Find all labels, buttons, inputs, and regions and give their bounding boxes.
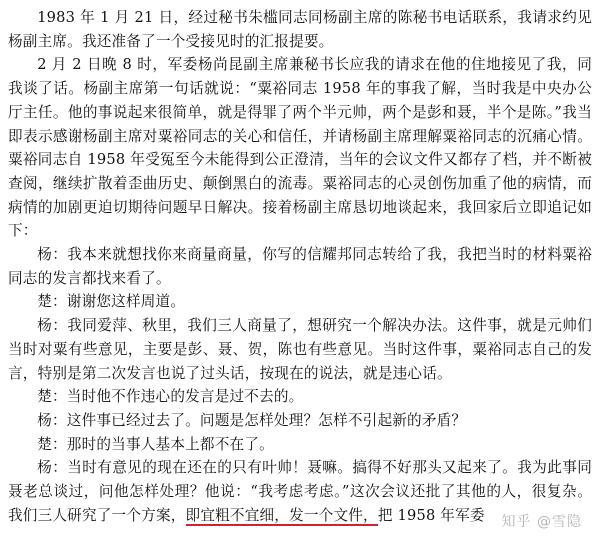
- document-page: [8, 6, 592, 527]
- paragraph-8: 楚：那时的当事人基本上都不在了。: [37, 435, 274, 453]
- paragraph-5: 杨：我同爱萍、秋里，我们三人商量了，想研究一个解决办法。这件事，就是元帅们当时对粟有些意见，主要是彭、聂、贺，陈也有些意见。当时这件事，粟裕同志自己的发言，特别是第二次发言也说了过头话，按现在的说法，就是违心话。: [8, 317, 592, 382]
- paragraph-7: 杨：这件事已经过去了。问题是怎样处理？怎样不引起新的矛盾？: [37, 411, 467, 429]
- paragraph-9-text: 杨：当时有意见的现在还在的只有叶帅！聂嘛。搞得不好那头又起来了。我为此事同聂老总谈过，问他怎样处理？他说：“我考虑考虑。”这次会议还批了其他的人，很复杂。我们三人研究了一个方案，: [8, 459, 592, 524]
- paragraph-1: 1983 年 1 月 21 日，经过秘书朱槛同志同杨副主席的陈秘书电话联系，我请求约见杨副主席。我还准备了一个受接见时的汇报提要。: [8, 9, 592, 50]
- zhihu-watermark: 知乎 @雪隐: [501, 514, 582, 530]
- underlined-phrase: 即宜粗不宜细，发一个文件，: [185, 506, 378, 524]
- paragraph-2: 2 月 2 日晚 8 时，军委杨尚昆副主席兼秘书长应我的请求在他的住地接见了我，同我谈了话。杨副主席第一句话就说：“粟裕同志 1958 年的事我了解，当时我是中央办公厅主任。他的事说起来很简单，就是得罪了两个半元帅，两个是彭和聂，半个是陈。”我当即表示感谢杨副主席对粟裕同志的关心和信任，并请杨副主席理解粟裕同志的沉痛心情。粟裕同志自 1958 年受冤至今未能得到公正澄清，当年的会议文件又都存了档，并不断被查阅，继续扩散着歪曲历史、颠倒黑白的流毒。粟裕同志的心灵创伤加重了他的病情，而病情的加剧更迫切期待问题早日解决。接着杨副主席恳切地谈起来，我回家后立即追记如下：: [8, 56, 592, 240]
- paragraph-3: 杨：我本来就想找你来商量商量，你写的信耀邦同志转给了我，我把当时的材料粟裕同志的发言都找来看了。: [8, 246, 592, 287]
- paragraph-4: 楚：谢谢您这样周道。: [37, 293, 186, 311]
- paragraph-6: 楚：当时他不作违心的发言是过不去的。: [37, 388, 304, 406]
- paragraph-9-tail: 把 1958 年军委: [377, 506, 485, 524]
